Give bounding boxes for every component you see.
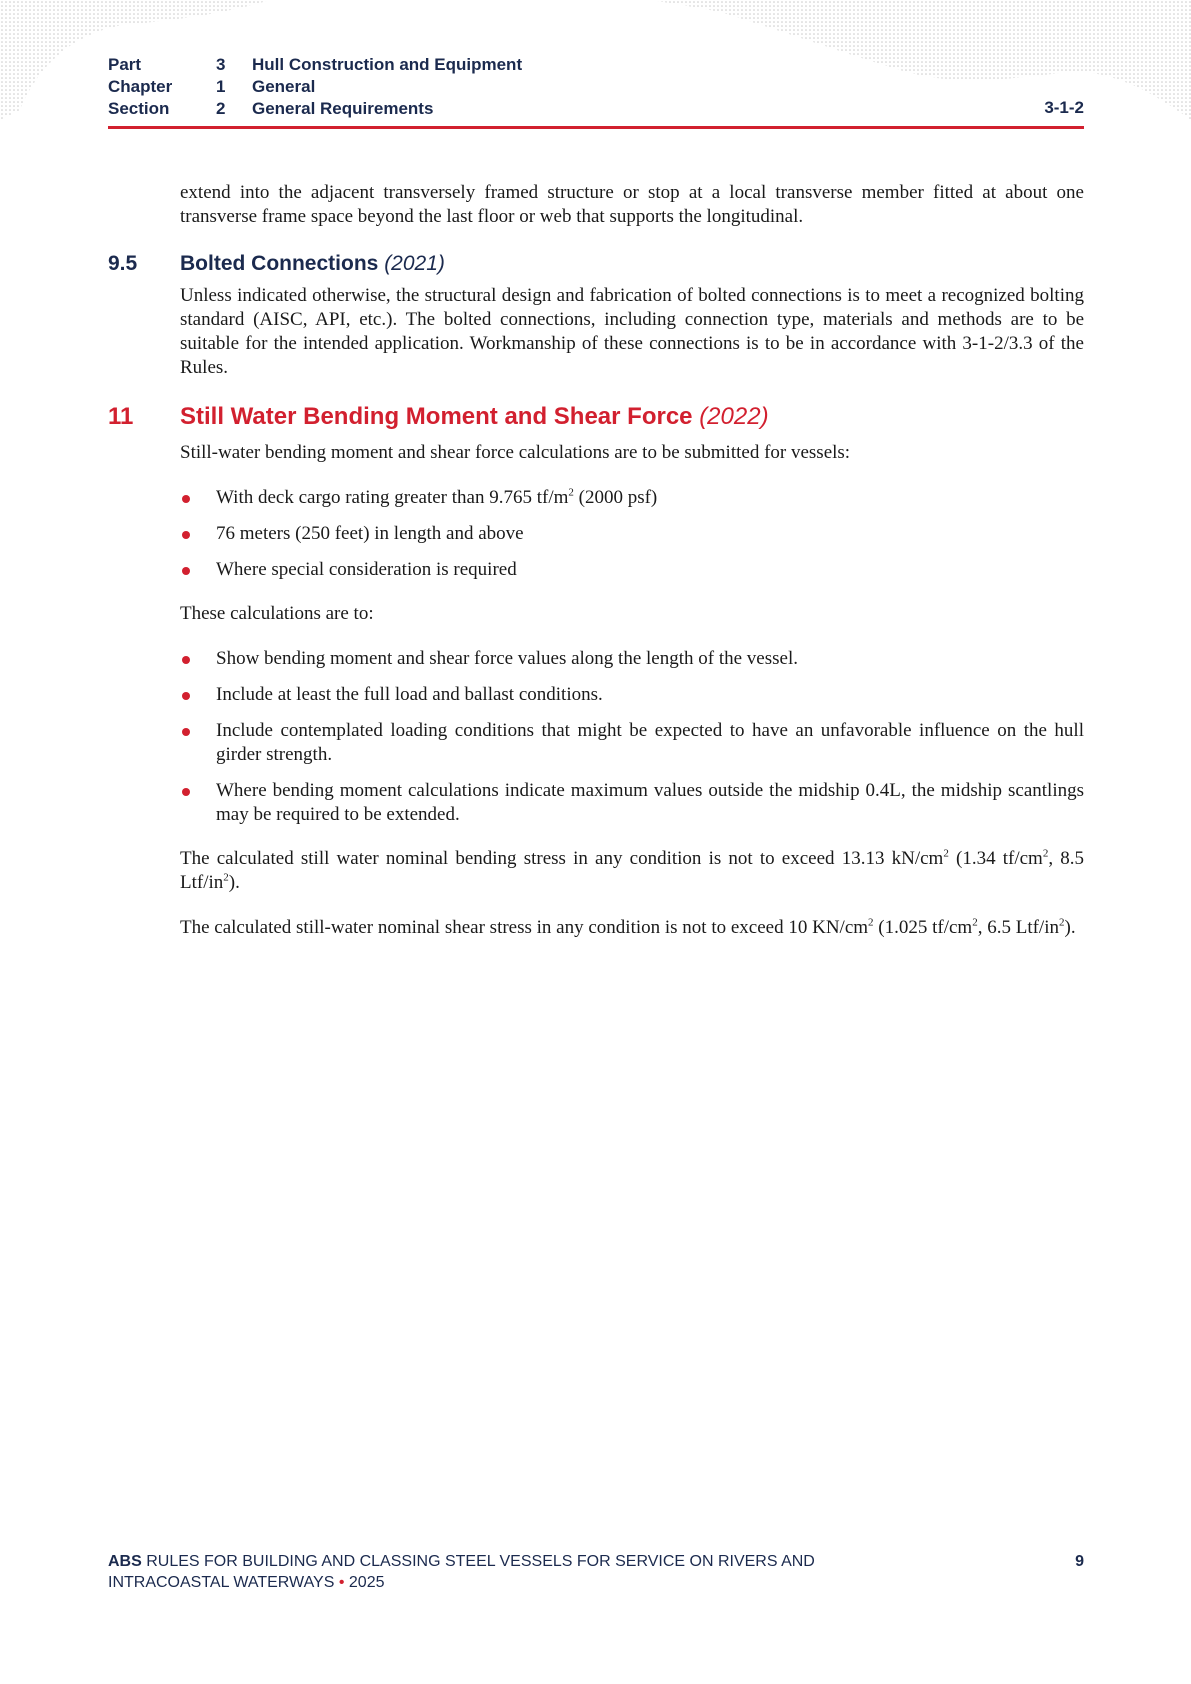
- criteria-length-text: 76 meters (250 feet) in length and above: [216, 523, 524, 544]
- list-item: [180, 522, 1084, 546]
- list-item: [180, 683, 1084, 707]
- criteria-special-text: Where special consideration is required: [216, 559, 517, 580]
- criteria-deck-cargo-text: With deck cargo rating greater than 9.765 tf/m: [216, 487, 569, 508]
- footer-line-1: [108, 1551, 1084, 1572]
- bullet-icon: [182, 567, 190, 575]
- bullet-icon: [182, 692, 190, 700]
- bending-stress-text: The calculated still water nominal bending stress in any condition is not to exceed 13.13 kN/cm: [180, 848, 944, 869]
- bullet-icon: [182, 788, 190, 796]
- list-item: [180, 719, 1084, 767]
- header-reference: 3-1-2: [1044, 98, 1084, 117]
- superscript: 2: [1042, 847, 1049, 860]
- superscript: 2: [223, 871, 229, 884]
- header-part-row: [108, 54, 1084, 76]
- list-item: [180, 486, 1084, 510]
- header-section-row: [108, 98, 1084, 120]
- header-part-title: Hull Construction and Equipment: [252, 55, 523, 74]
- bullet-icon: [182, 495, 190, 503]
- footer-year: 2025: [348, 1574, 385, 1591]
- list-item: [180, 647, 1084, 671]
- bending-stress-text: ).: [228, 872, 240, 893]
- shear-stress-text: The calculated still-water nominal shear stress in any condition is not to exceed 10 KN/cm: [180, 917, 869, 938]
- list-item: [180, 558, 1084, 582]
- section-9-5-title: Bolted Connections: [180, 252, 379, 275]
- section-9-5-number: 9.5: [108, 252, 138, 275]
- page-content: [108, 181, 1085, 940]
- section-9-5-heading: [108, 250, 1084, 278]
- superscript: 2: [972, 916, 978, 929]
- footer-separator: •: [334, 1574, 349, 1591]
- superscript: 2: [1059, 916, 1065, 929]
- list-item: [180, 779, 1084, 827]
- superscript: 2: [568, 486, 574, 499]
- footer-line-2: [108, 1572, 1084, 1593]
- page-number: 9: [1075, 1553, 1084, 1570]
- shear-stress-text: , 6.5 Ltf/in: [977, 917, 1059, 938]
- header-chapter-title: General: [252, 77, 316, 96]
- page-header: [108, 54, 1084, 120]
- superscript: 2: [943, 847, 949, 860]
- requirement-text: Include contemplated loading conditions that might be expected to have an unfavorable influence on the hull girder strength.: [216, 720, 1084, 765]
- footer-brand: ABS: [108, 1553, 142, 1570]
- header-part-label: Part: [108, 55, 142, 74]
- section-9-5-paragraph: Unless indicated otherwise, the structural design and fabrication of bolted connections is to meet a recognized bolting standard (AISC, API, etc.). The bolted connections, including connection type, materials and methods are to be suitable for the intended application. Workmanship of these connections is to be in accordance with 3-1-2/3.3 of the Rules.: [180, 285, 1084, 378]
- bullet-icon: [182, 656, 190, 664]
- header-chapter-row: [108, 76, 1084, 98]
- requirement-text: Include at least the full load and ballast conditions.: [216, 684, 603, 705]
- shear-stress-paragraph: [180, 916, 1084, 940]
- header-chapter-label: Chapter: [108, 77, 173, 96]
- criteria-deck-cargo-tail: (2000 psf): [573, 487, 658, 508]
- header-divider: [108, 126, 1084, 129]
- section-11-title: Still Water Bending Moment and Shear Force: [180, 403, 693, 430]
- header-part-number: 3: [216, 55, 226, 74]
- section-9-5-year: (2021): [384, 252, 445, 275]
- header-section-label: Section: [108, 99, 170, 118]
- requirement-text: Where bending moment calculations indicate maximum values outside the midship 0.4L, the midship scantlings may be required to be extended.: [216, 780, 1084, 825]
- superscript: 2: [868, 916, 874, 929]
- header-section-number: 2: [216, 99, 226, 118]
- shear-stress-text: ).: [1064, 917, 1076, 938]
- requirement-text: Show bending moment and shear force values along the length of the vessel.: [216, 648, 798, 669]
- section-11-year: (2022): [699, 403, 769, 430]
- calculations-lead: These calculations are to:: [180, 603, 374, 624]
- bullet-icon: [182, 728, 190, 736]
- bending-stress-text: , 8.5 Ltf/in: [180, 848, 1085, 893]
- calculation-requirements-list: [180, 647, 1084, 827]
- header-chapter-number: 1: [216, 77, 226, 96]
- bullet-icon: [182, 531, 190, 539]
- shear-stress-text: (1.025 tf/cm: [873, 917, 973, 938]
- section-11-number: 11: [108, 403, 134, 430]
- section-11-heading: [108, 401, 1084, 433]
- header-section-title: General Requirements: [252, 99, 434, 118]
- footer-title-2: INTRACOASTAL WATERWAYS: [108, 1574, 335, 1591]
- section-11-lead: Still-water bending moment and shear force calculations are to be submitted for vessels:: [180, 442, 851, 463]
- intro-paragraph: extend into the adjacent transversely framed structure or stop at a local transverse member fitted at about one transverse frame space beyond the last floor or web that supports the longitudinal.: [180, 182, 1084, 227]
- page-footer: [108, 1551, 1084, 1593]
- bending-stress-text: (1.34 tf/cm: [948, 848, 1043, 869]
- footer-title-1: RULES FOR BUILDING AND CLASSING STEEL VESSELS FOR SERVICE ON RIVERS AND: [141, 1553, 815, 1570]
- bending-stress-paragraph: [180, 847, 1084, 895]
- vessel-criteria-list: [180, 486, 1084, 582]
